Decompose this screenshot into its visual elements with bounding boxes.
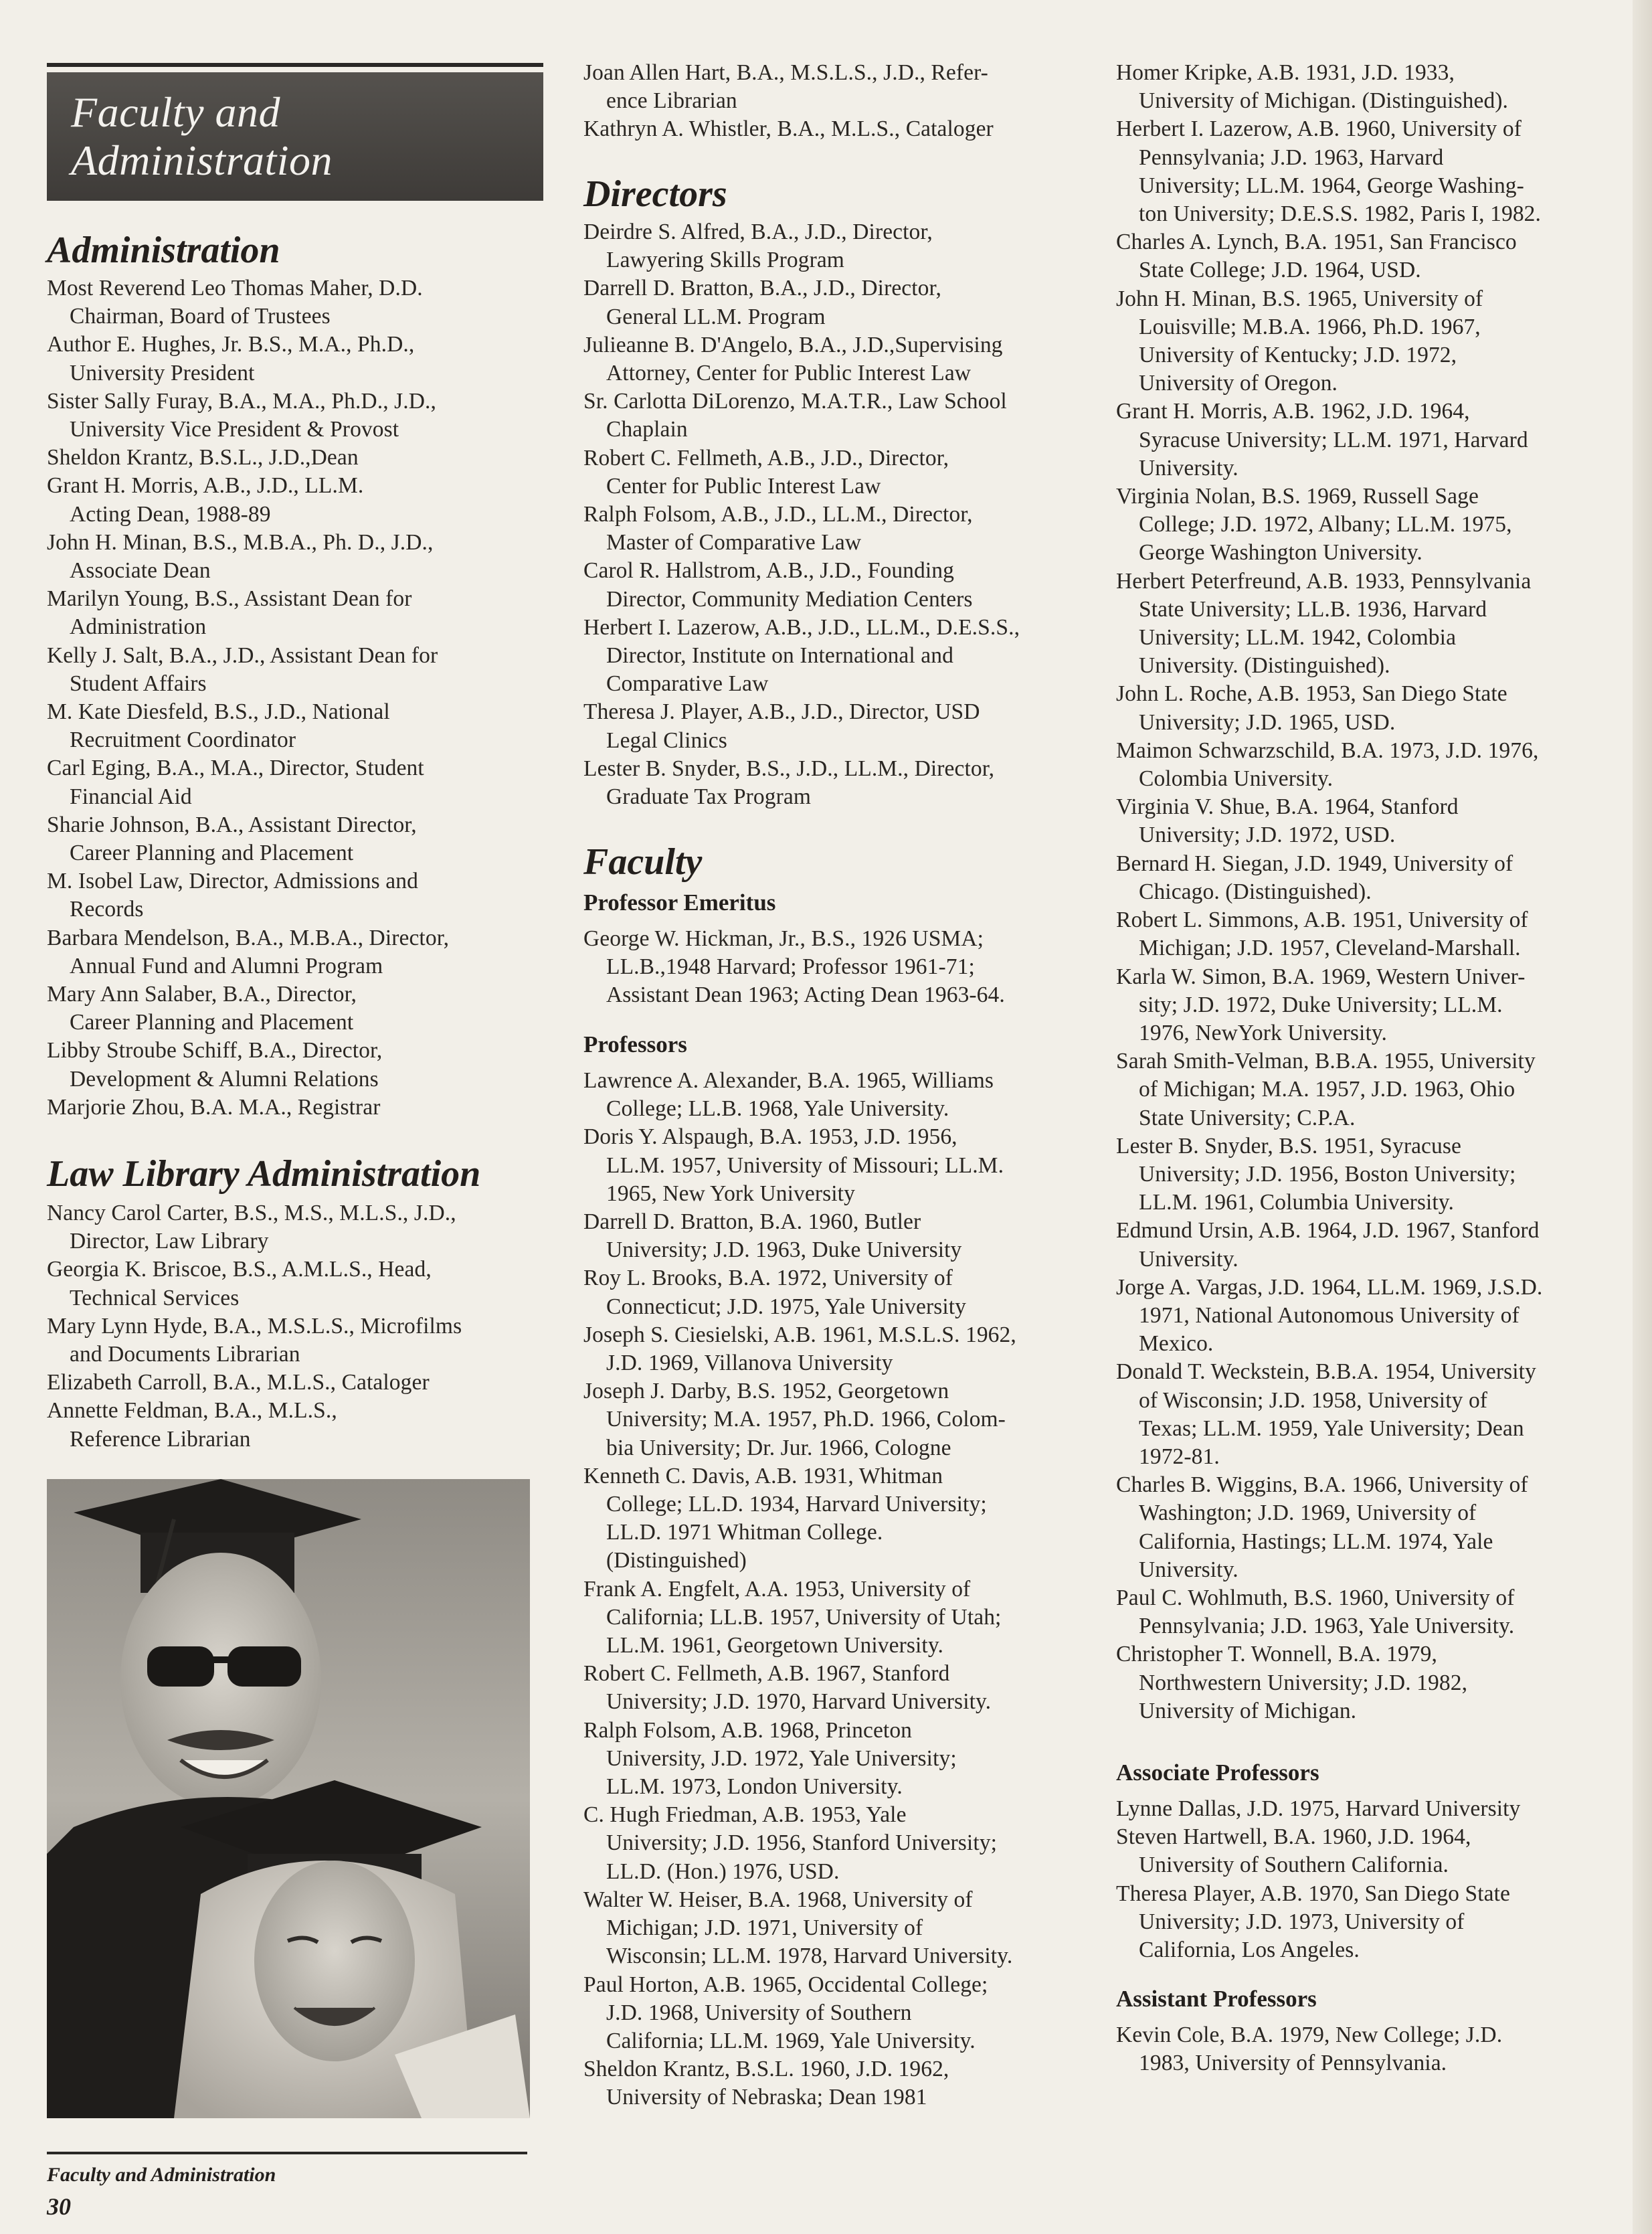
directory-entry: Edmund Ursin, A.B. 1964, J.D. 1967, Stanford University. (1116, 1218, 1540, 1272)
directory-entry: Paul Horton, A.B. 1965, Occidental College; J.D. 1968, University of Southern California; LL.M. 1969, Yale University. (583, 1972, 988, 2053)
directory-entry: Robert C. Fellmeth, A.B. 1967, Stanford University; J.D. 1970, Harvard University. (583, 1661, 992, 1715)
directory-entry: Sheldon Krantz, B.S.L., J.D.,Dean (47, 445, 359, 470)
directory-entry: Herbert I. Lazerow, A.B. 1960, University of Pennsylvania; J.D. 1963, Harvard University; LL.M. 1964, George Washing- ton University; D.E.S.S. 1982, Paris I, 1982. (1116, 116, 1541, 227)
section-title-line-2: Administration (71, 137, 333, 184)
directory-entry: Doris Y. Alspaugh, B.A. 1953, J.D. 1956, LL.M. 1957, University of Missouri; LL.M. 1965, New York University (583, 1124, 1004, 1206)
directory-entry: Mary Lynn Hyde, B.A., M.S.L.S., Microfilms and Documents Librarian (47, 1313, 462, 1367)
directory-entry: Sister Sally Furay, B.A., M.A., Ph.D., J.D., University Vice President & Provost (47, 388, 436, 442)
directory-entry: Lynne Dallas, J.D. 1975, Harvard University (1116, 1796, 1521, 1821)
directory-entry: Marjorie Zhou, B.A. M.A., Registrar (47, 1094, 381, 1120)
directory-entry: Charles A. Lynch, B.A. 1951, San Francisco State College; J.D. 1964, USD. (1116, 230, 1517, 283)
associate-professors-list (1116, 1795, 1625, 1964)
professors-heading: Professors (583, 1031, 687, 1057)
directory-entry: Sarah Smith-Velman, B.B.A. 1955, University of Michigan; M.A. 1957, J.D. 1963, Ohio State University; C.P.A. (1116, 1049, 1536, 1130)
facing-page-edge (1633, 0, 1652, 2234)
directory-entry: M. Isobel Law, Director, Admissions and Records (47, 869, 418, 922)
section-title-line-1: Faculty and (71, 88, 280, 136)
directory-entry: Ralph Folsom, A.B. 1968, Princeton University, J.D. 1972, Yale University; LL.M. 1973, London University. (583, 1717, 957, 1800)
faculty-heading: Faculty (583, 841, 703, 883)
directory-entry: Marilyn Young, B.S., Assistant Dean for Administration (47, 586, 412, 640)
directory-entry: Joseph S. Ciesielski, A.B. 1961, M.S.L.S. 1962, J.D. 1969, Villanova University (583, 1322, 1016, 1376)
professors-list-col3 (1116, 59, 1625, 1725)
directory-entry: Darrell D. Bratton, B.A. 1960, Butler University; J.D. 1963, Duke University (583, 1209, 962, 1263)
directory-entry: John H. Minan, B.S., M.B.A., Ph. D., J.D., Associate Dean (47, 529, 434, 584)
directory-entry: Nancy Carol Carter, B.S., M.S., M.L.S., J.D., Director, Law Library (47, 1201, 456, 1254)
directory-entry: Sharie Johnson, B.A., Assistant Director, Career Planning and Placement (47, 812, 417, 866)
directory-entry: Elizabeth Carroll, B.A., M.L.S., Cataloger (47, 1370, 430, 1395)
directory-entry: Charles B. Wiggins, B.A. 1966, University of Washington; J.D. 1969, University of California, Hastings; LL.M. 1974, Yale University. (1116, 1472, 1528, 1582)
directory-entry: Robert L. Simmons, A.B. 1951, University of Michigan; J.D. 1957, Cleveland-Marshall. (1116, 908, 1528, 961)
directory-entry: Deirdre S. Alfred, B.A., J.D., Director, Lawyering Skills Program (583, 220, 933, 273)
directory-entry: Ralph Folsom, A.B., J.D., LL.M., Director, Master of Comparative Law (583, 502, 973, 555)
directory-entry: Theresa J. Player, A.B., J.D., Director, USD Legal Clinics (583, 699, 980, 753)
directory-entry: Annette Feldman, B.A., M.L.S., Reference Librarian (47, 1398, 337, 1452)
law-library-heading: Law Library Administration (47, 1153, 481, 1195)
directors-heading: Directors (583, 173, 727, 215)
directory-entry: Joseph J. Darby, B.S. 1952, Georgetown University; M.A. 1957, Ph.D. 1966, Colom- bia University; Dr. Jur. 1966, Cologne (583, 1379, 1006, 1460)
directory-entry: Virginia Nolan, B.S. 1969, Russell Sage College; J.D. 1972, Albany; LL.M. 1975, George Washington University. (1116, 484, 1512, 566)
directory-entry: Bernard H. Siegan, J.D. 1949, University of Chicago. (Distinguished). (1116, 851, 1513, 904)
directory-entry: Georgia K. Briscoe, B.S., A.M.L.S., Head, Technical Services (47, 1257, 432, 1310)
directory-entry: Kelly J. Salt, B.A., J.D., Assistant Dean for Student Affairs (47, 642, 438, 696)
directory-entry: Libby Stroube Schiff, B.A., Director, Development & Alumni Relations (47, 1038, 383, 1092)
directory-entry: Frank A. Engfelt, A.A. 1953, University of California; LL.B. 1957, University of Utah; LL.M. 1961, Georgetown University. (583, 1576, 1002, 1658)
directory-entry: Author E. Hughes, Jr. B.S., M.A., Ph.D., University President (47, 332, 415, 385)
directory-entry: Sheldon Krantz, B.S.L. 1960, J.D. 1962, University of Nebraska; Dean 1981 (583, 2057, 949, 2110)
directory-entry: Herbert I. Lazerow, A.B., J.D., LL.M., D.E.S.S., Director, Institute on International and Comparative Law (583, 614, 1020, 697)
directory-entry: Grant H. Morris, A.B. 1962, J.D. 1964, Syracuse University; LL.M. 1971, Harvard University. (1116, 399, 1528, 481)
directory-entry: Julieanne B. D'Angelo, B.A., J.D.,Supervising Attorney, Center for Public Interest Law (583, 332, 1003, 386)
footer-section-label: Faculty and Administration (47, 2164, 276, 2186)
law-library-list (47, 1199, 535, 1454)
directory-entry: Karla W. Simon, B.A. 1969, Western Univer- sity; J.D. 1972, Duke University; LL.M. 1976, NewYork University. (1116, 964, 1526, 1045)
directory-entry: Lester B. Snyder, B.S., J.D., LL.M., Director, Graduate Tax Program (583, 756, 995, 810)
directory-entry: Grant H. Morris, A.B., J.D., LL.M. Acting Dean, 1988-89 (47, 473, 364, 527)
directory-entry: Carol R. Hallstrom, A.B., J.D., Founding Director, Community Mediation Centers (583, 558, 973, 612)
professors-list-col2 (583, 1067, 1092, 2112)
directory-entry: John H. Minan, B.S. 1965, University of Louisville; M.B.A. 1966, Ph.D. 1967, University of Kentucky; J.D. 1972, University of Oregon. (1116, 286, 1483, 396)
directory-entry: Jorge A. Vargas, J.D. 1964, LL.M. 1969, J.S.D. 1971, National Autonomous University of Mexico. (1116, 1274, 1543, 1357)
assistant-professors-heading: Assistant Professors (1116, 1986, 1317, 2012)
directory-entry: Paul C. Wohlmuth, B.S. 1960, University of Pennsylvania; J.D. 1963, Yale University. (1116, 1585, 1515, 1639)
directory-entry: Carl Eging, B.A., M.A., Director, Student Financial Aid (47, 756, 424, 809)
directory-entry: John L. Roche, A.B. 1953, San Diego State University; J.D. 1965, USD. (1116, 681, 1507, 735)
directory-entry: Darrell D. Bratton, B.A., J.D., Director, General LL.M. Program (583, 276, 941, 329)
title-rule (47, 63, 543, 67)
directory-entry: C. Hugh Friedman, A.B. 1953, Yale University; J.D. 1956, Stanford University; LL.D. (Hon.) 1976, USD. (583, 1802, 997, 1884)
directory-entry: Virginia V. Shue, B.A. 1964, Stanford University; J.D. 1972, USD. (1116, 794, 1459, 848)
graduates-photo (47, 1479, 530, 2118)
directory-entry: Donald T. Weckstein, B.B.A. 1954, University of Wisconsin; J.D. 1958, University of Texas; LL.M. 1959, Yale University; Dean 1972-81. (1116, 1359, 1536, 1469)
page-number: 30 (47, 2193, 71, 2220)
directory-entry: Robert C. Fellmeth, A.B., J.D., Director, Center for Public Interest Law (583, 445, 949, 499)
directory-entry: Kathryn A. Whistler, B.A., M.L.S., Cataloger (583, 116, 994, 142)
directory-entry: Barbara Mendelson, B.A., M.B.A., Director, Annual Fund and Alumni Program (47, 925, 450, 978)
associate-professors-heading: Associate Professors (1116, 1759, 1319, 1786)
directory-entry: Mary Ann Salaber, B.A., Director, Career Planning and Placement (47, 982, 357, 1035)
professor-emeritus-heading: Professor Emeritus (583, 889, 776, 916)
directors-list (583, 218, 1092, 811)
directory-entry: M. Kate Diesfeld, B.S., J.D., National Recruitment Coordinator (47, 699, 390, 753)
directory-entry: Lawrence A. Alexander, B.A. 1965, Williams College; LL.B. 1968, Yale University. (583, 1068, 994, 1122)
directory-entry: Roy L. Brooks, B.A. 1972, University of Connecticut; J.D. 1975, Yale University (583, 1266, 967, 1319)
directory-entry: George W. Hickman, Jr., B.S., 1926 USMA; LL.B.,1948 Harvard; Professor 1961-71; Assistant Dean 1963; Acting Dean 1963-64. (583, 926, 1005, 1008)
directory-entry: Sr. Carlotta DiLorenzo, M.A.T.R., Law School Chaplain (583, 389, 1007, 442)
directory-entry: Walter W. Heiser, B.A. 1968, University of Michigan; J.D. 1971, University of Wisconsin; LL.M. 1978, Harvard University. (583, 1887, 1013, 1969)
directory-entry: Joan Allen Hart, B.A., M.S.L.S., J.D., Refer- ence Librarian (583, 60, 988, 114)
directory-entry: Most Reverend Leo Thomas Maher, D.D. Chairman, Board of Trustees (47, 276, 423, 329)
section-title-box (47, 72, 543, 201)
assistant-professors-list (1116, 2021, 1625, 2077)
footer-rule (47, 2152, 527, 2154)
directory-entry: Herbert Peterfreund, A.B. 1933, Pennsylvania State University; LL.B. 1936, Harvard University; LL.M. 1942, Colombia University. (Distinguished). (1116, 568, 1532, 679)
professor-emeritus-list (583, 925, 1092, 1010)
directory-entry: Kevin Cole, B.A. 1979, New College; J.D. 1983, University of Pennsylvania. (1116, 2023, 1503, 2076)
directory-entry: Homer Kripke, A.B. 1931, J.D. 1933, University of Michigan. (Distinguished). (1116, 60, 1509, 114)
law-library-continued-list (583, 59, 1092, 144)
administration-list (47, 274, 535, 1122)
directory-entry: Maimon Schwarzschild, B.A. 1973, J.D. 1976, Colombia University. (1116, 738, 1539, 792)
directory-entry: Christopher T. Wonnell, B.A. 1979, Northwestern University; J.D. 1982, University of Michigan. (1116, 1642, 1468, 1723)
administration-heading: Administration (47, 230, 280, 271)
directory-entry: Kenneth C. Davis, A.B. 1931, Whitman College; LL.D. 1934, Harvard University; LL.D. 1971 Whitman College. (Distinguished) (583, 1463, 987, 1573)
directory-entry: Steven Hartwell, B.A. 1960, J.D. 1964, University of Southern California. (1116, 1824, 1471, 1878)
directory-entry: Theresa Player, A.B. 1970, San Diego State University; J.D. 1973, University of California, Los Angeles. (1116, 1881, 1510, 1963)
directory-entry: Lester B. Snyder, B.S. 1951, Syracuse University; J.D. 1956, Boston University; LL.M. 1961, Columbia University. (1116, 1133, 1516, 1215)
